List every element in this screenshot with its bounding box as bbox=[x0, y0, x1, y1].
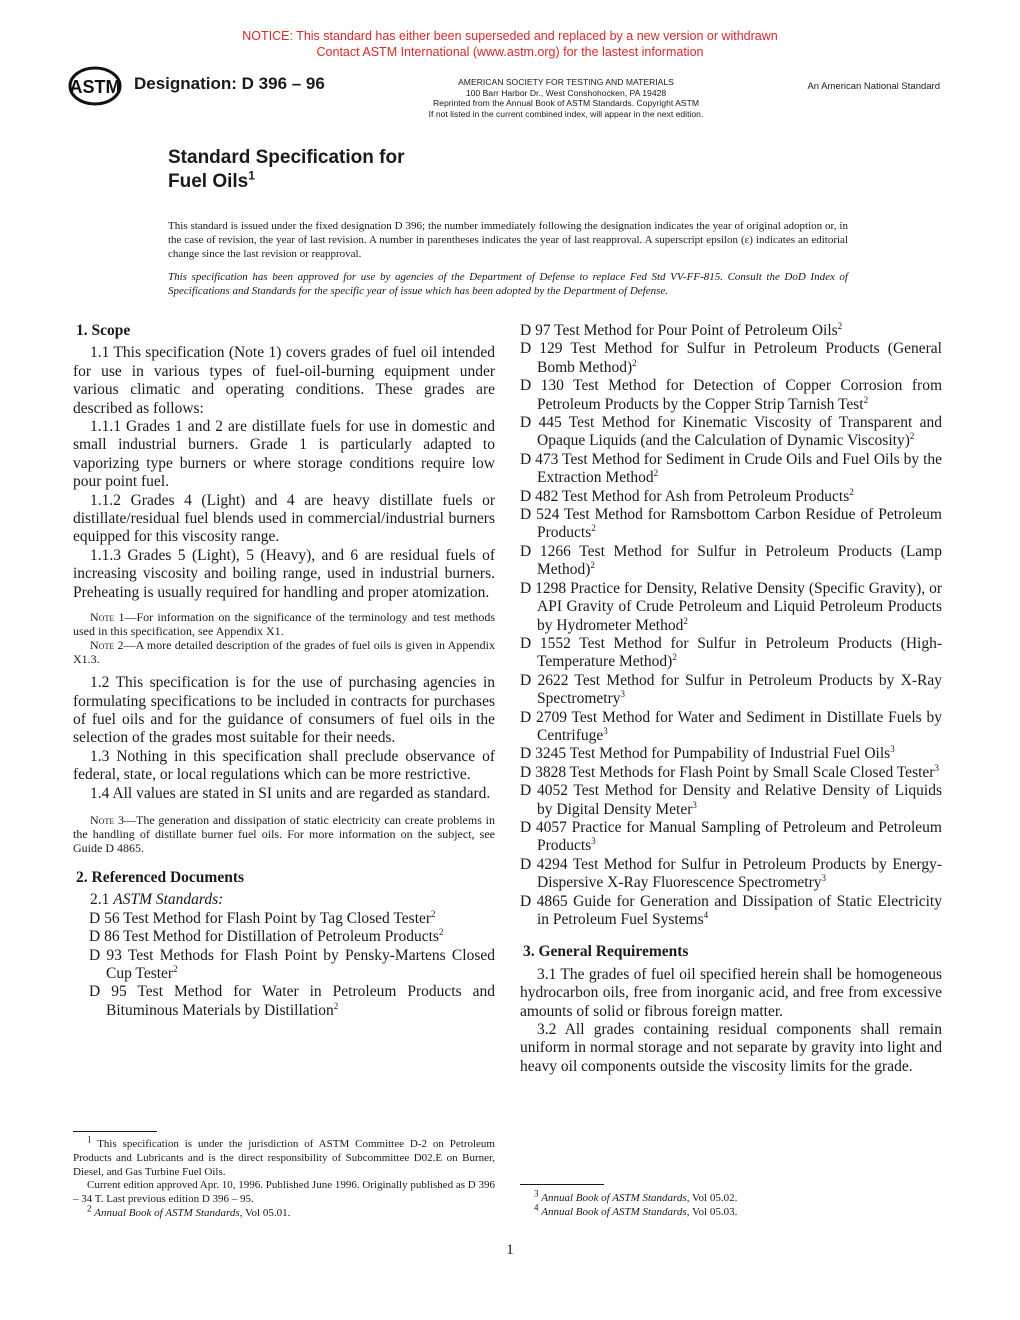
reference-item: D 524 Test Method for Ramsbottom Carbon Residue of Petroleum Products$^2$ bbox=[520, 506, 942, 542]
footnotes-left bbox=[73, 1134, 495, 1221]
paragraph-1-2: 1.2 This specification is for the use of purchasing agencies in formulating specifications to be included in contracts for purchases of fuel oils and for the guidance of consumers of fuel oils in the selection of the grades most suitable for their needs. bbox=[73, 674, 495, 747]
footnote-4: $^4$ Annual Book of ASTM Standards, Vol 05.03. bbox=[534, 1202, 738, 1218]
notice-line-1: NOTICE: This standard has either been superseded and replaced by a new version or withdrawn bbox=[242, 29, 778, 43]
designation: Designation: D 396 – 96 bbox=[134, 74, 325, 93]
reference-item: D 56 Test Method for Flash Point by Tag Closed Tester$^2$ bbox=[89, 908, 436, 927]
national-standard-label: An American National Standard bbox=[807, 81, 940, 92]
dod-approval-statement: This specification has been approved for use by agencies of the Department of Defense to replace Fed Std VV-FF-815. Consult the DoD Index of Specifications and Standards for the specific year of issue which has been adopted by the Department of Defense. bbox=[168, 271, 848, 297]
paragraph-1-4: 1.4 All values are stated in SI units and are regarded as standard. bbox=[90, 784, 491, 802]
reference-item: D 86 Test Method for Distillation of Petroleum Products$^2$ bbox=[89, 927, 444, 946]
paragraph-1-3: 1.3 Nothing in this specification shall preclude observance of federal, state, or local regulations which can be more restrictive. bbox=[73, 747, 495, 784]
footnotes-right bbox=[520, 1188, 942, 1220]
reference-item: D 473 Test Method for Sediment in Crude Oils and Fuel Oils by the Extraction Method$^2$ bbox=[520, 450, 942, 487]
paragraph-3-2: 3.2 All grades containing residual components shall remain uniform in normal storage and not separate by gravity into light and heavy oil components outside the viscosity limits for the grade. bbox=[520, 1021, 942, 1075]
reference-item: D 4052 Test Method for Density and Relative Density of Liquids by Digital Density Meter$^3$ bbox=[520, 782, 942, 818]
reference-list-left bbox=[73, 910, 495, 1020]
reference-item: D 3245 Test Method for Pumpability of Industrial Fuel Oils$^3$ bbox=[520, 744, 895, 763]
society-line: AMERICAN SOCIETY FOR TESTING AND MATERIALS bbox=[458, 77, 674, 87]
issued-statement: This standard is issued under the fixed designation D 396; the number immediately following the designation indicates the year of original adoption or, in the case of revision, the year of last revision. A number in parentheses indicates the year of last reapproval. A superscript epsilon (ε) indicates an editorial change since the last revision or reapproval. bbox=[168, 220, 848, 260]
section-heading-scope: 1. Scope bbox=[76, 322, 131, 339]
reference-item: D 129 Test Method for Sulfur in Petroleum Products (General Bomb Method)$^2$ bbox=[520, 340, 942, 376]
reference-item: D 130 Test Method for Detection of Copper Corrosion from Petroleum Products by the Copper Strip Tarnish Test$^2$ bbox=[520, 377, 942, 413]
title-line-2: Fuel Oils$^1$ bbox=[168, 168, 255, 192]
reference-list-right bbox=[520, 322, 942, 929]
reference-item: D 95 Test Method for Water in Petroleum Products and Bituminous Materials by Distillation$^2$ bbox=[89, 983, 495, 1019]
reference-item: D 2709 Test Method for Water and Sediment in Distillate Fuels by Centrifuge$^3$ bbox=[520, 708, 942, 744]
society-line: Reprinted from the Annual Book of ASTM Standards. Copyright ASTM bbox=[432, 98, 700, 108]
reference-item: D 1298 Practice for Density, Relative Density (Specific Gravity), or API Gravity of Crude Petroleum and Liquid Petroleum Products by Hydrometer Method$^2$ bbox=[520, 579, 942, 634]
reference-item: D 93 Test Methods for Flash Point by Pensky-Martens Closed Cup Tester$^2$ bbox=[89, 946, 495, 982]
paragraph-1-1-2: 1.1.2 Grades 4 (Light) and 4 are heavy distillate fuels or distillate/residual fuel blends used in commercial/industrial burners equipped for this viscosity range. bbox=[73, 491, 495, 546]
withdrawal-notice bbox=[0, 28, 1020, 60]
section-heading-referenced-documents: 2. Referenced Documents bbox=[76, 868, 245, 886]
note-3: Note 3—The generation and dissipation of static electricity can create problems in the handling of distillate burner fuel oils. For more information on the subject, see Guide D 4865. bbox=[73, 812, 495, 855]
reference-item: D 4057 Practice for Manual Sampling of Petroleum and Petroleum Products$^3$ bbox=[520, 818, 942, 855]
footnote-2: $^2$ Annual Book of ASTM Standards, Vol 05.01. bbox=[87, 1203, 291, 1219]
left-column bbox=[73, 322, 495, 1020]
footnote-1-continued: Current edition approved Apr. 10, 1996. Published June 1996. Originally published as D 396 – 34 T. Last previous edition D 396 – 95. bbox=[73, 1179, 495, 1206]
footnote-rule-left bbox=[73, 1131, 157, 1132]
society-block bbox=[390, 77, 742, 119]
society-line: 100 Barr Harbor Dr., West Conshohocken, PA 19428 bbox=[465, 87, 667, 98]
section-heading-general-requirements: 3. General Requirements bbox=[523, 943, 689, 961]
astm-logo bbox=[68, 66, 122, 106]
footnote-3: $^3$ Annual Book of ASTM Standards, Vol 05.02. bbox=[534, 1188, 738, 1204]
paragraph-1-1: 1.1 This specification (Note 1) covers grades of fuel oil intended for use in various types of fuel-oil-burning equipment under various climatic and operating conditions. These grades are described as follows: bbox=[73, 344, 495, 417]
reference-item: D 1552 Test Method for Sulfur in Petroleum Products (High-Temperature Method)$^2$ bbox=[520, 634, 942, 671]
reference-item: D 2622 Test Method for Sulfur in Petroleum Products by X-Ray Spectrometry$^3$ bbox=[520, 671, 942, 708]
reference-item: D 4865 Guide for Generation and Dissipation of Static Electricity in Petroleum Fuel Systems$^4$ bbox=[520, 892, 942, 928]
reference-item: D 482 Test Method for Ash from Petroleum Products$^2$ bbox=[520, 486, 854, 505]
page-number: 1 bbox=[506, 1242, 514, 1258]
footnote-1: $^1$ This specification is under the jurisdiction of ASTM Committee D-2 on Petroleum Products and Lubricants and is the direct responsibility of Subcommittee D02.E on Burner, Diesel, and Gas Turbine Fuel Oils. bbox=[73, 1134, 495, 1178]
title-line-1: Standard Specification for bbox=[168, 147, 405, 168]
paragraph-3-1: 3.1 The grades of fuel oil specified herein shall be homogeneous hydrocarbon oils, free from inorganic acid, and free from excessive amounts of solid or fibrous foreign matter. bbox=[520, 965, 942, 1020]
reference-item: D 4294 Test Method for Sulfur in Petroleum Products by Energy-Dispersive X-Ray Fluorescence Spectrometry$^3$ bbox=[520, 855, 942, 892]
reference-item: D 445 Test Method for Kinematic Viscosity of Transparent and Opaque Liquids (and the Calculation of Dynamic Viscosity)$^2$ bbox=[520, 414, 942, 450]
notice-line-2: Contact ASTM International (www.astm.org) for the lastest information bbox=[316, 45, 704, 59]
reference-item: D 3828 Test Methods for Flash Point by Small Scale Closed Tester$^3$ bbox=[520, 762, 939, 781]
note-2: Note 2—A more detailed description of the grades of fuel oils is given in Appendix X1.3. bbox=[73, 638, 496, 667]
page-title bbox=[168, 146, 404, 194]
footnote-rule-right bbox=[520, 1184, 604, 1185]
right-column bbox=[520, 322, 942, 1076]
paragraph-1-1-3: 1.1.3 Grades 5 (Light), 5 (Heavy), and 6 are residual fuels of increasing viscosity and boiling range, used in industrial burners. Preheating is usually required for handling and proper atomization. bbox=[73, 546, 495, 601]
svg-text:ASTM: ASTM bbox=[69, 77, 121, 97]
footnote-mark: 1 bbox=[248, 168, 255, 183]
reference-item: D 97 Test Method for Pour Point of Petroleum Oils$^2$ bbox=[520, 320, 843, 339]
society-line: If not listed in the current combined index, will appear in the next edition. bbox=[428, 108, 704, 119]
note-1: Note 1—For information on the significance of the terminology and test methods used in this specification, see Appendix X1. bbox=[73, 610, 495, 639]
reference-item: D 1266 Test Method for Sulfur in Petroleum Products (Lamp Method)$^2$ bbox=[520, 542, 942, 579]
subsection-2-1: 2.1 ASTM Standards: bbox=[90, 891, 224, 909]
paragraph-1-1-1: 1.1.1 Grades 1 and 2 are distillate fuels for use in domestic and small industrial burners. Grade 1 is particularly adapted to vaporizing type burners or where storage conditions require low pour point fuel. bbox=[73, 418, 495, 491]
